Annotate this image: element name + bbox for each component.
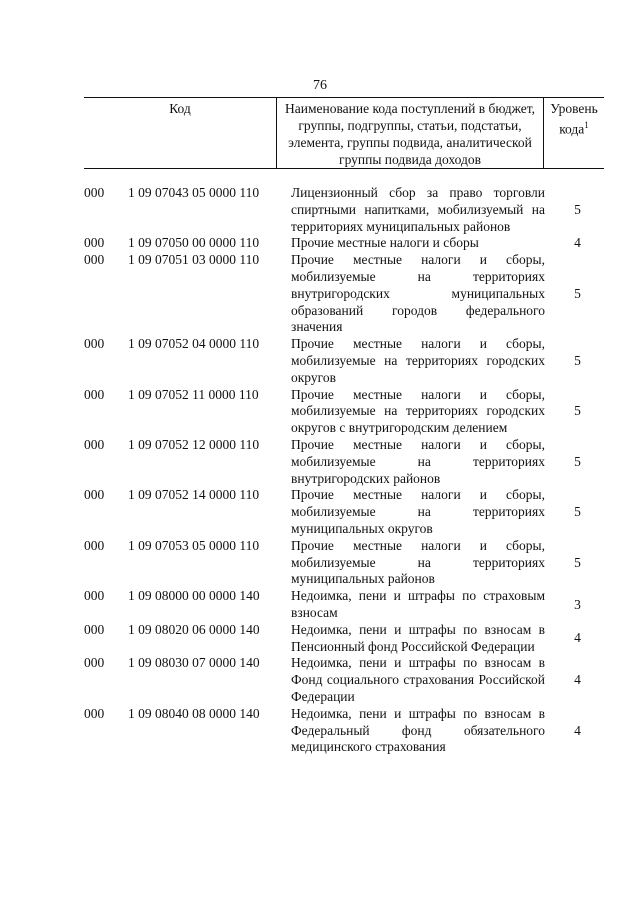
table-row [84, 588, 604, 622]
page-number: 76 [313, 78, 327, 93]
table-row [84, 185, 604, 235]
admin-code: 000 [84, 588, 105, 604]
table-row [84, 235, 604, 252]
income-code: 1 09 07052 04 0000 110 [128, 336, 260, 352]
admin-code: 000 [84, 252, 105, 268]
code-level: 5 [574, 201, 581, 217]
income-name: Недоимка, пени и штрафы по страховым взносам [291, 588, 545, 620]
code-level: 4 [574, 630, 581, 646]
header-name: Наименование кода поступлений в бюджет, группы, подгруппы, статьи, подстатьи, элемента, группы подвида, аналитической группы подвида доходов [276, 98, 544, 168]
table-row [84, 387, 604, 437]
admin-code: 000 [84, 487, 105, 503]
admin-code: 000 [84, 386, 105, 402]
code-level: 5 [574, 504, 581, 520]
income-code: 1 09 07053 05 0000 110 [128, 537, 260, 553]
admin-code: 000 [84, 235, 105, 251]
income-code: 1 09 07050 00 0000 110 [128, 235, 260, 251]
income-code: 1 09 07052 11 0000 110 [128, 386, 259, 402]
admin-code: 000 [84, 436, 105, 452]
code-level: 4 [574, 722, 581, 738]
income-code: 1 09 08040 08 0000 140 [128, 705, 260, 721]
code-level: 5 [574, 554, 581, 570]
admin-code: 000 [84, 185, 105, 200]
code-level: 5 [574, 403, 581, 419]
table-row [84, 437, 604, 487]
code-level: 5 [574, 285, 581, 301]
code-level: 3 [574, 596, 581, 612]
code-level: 5 [574, 352, 581, 368]
income-name: Лицензионный сбор за право торговли спиртными напитками, мобилизуемый на территориях муниципальных районов [291, 185, 545, 234]
footnote-marker: 1 [584, 120, 589, 130]
code-level: 4 [574, 672, 581, 688]
table-row [84, 538, 604, 588]
table-row [84, 336, 604, 386]
table-row [84, 655, 604, 705]
income-code: 1 09 08020 06 0000 140 [128, 621, 260, 637]
income-name: Недоимка, пени и штрафы по взносам в Федеральный фонд обязательного медицинского страхования [291, 705, 545, 755]
table-body [84, 185, 604, 756]
admin-code: 000 [84, 537, 105, 553]
admin-code: 000 [84, 621, 105, 637]
table-row [84, 706, 604, 756]
income-name: Прочие местные налоги и сборы, мобилизуемые на территориях внутригородских муниципальных образований городов федерального значения [291, 252, 545, 335]
income-code: 1 09 07051 03 0000 110 [128, 252, 260, 268]
income-code: 1 09 07052 12 0000 110 [128, 436, 260, 452]
income-name: Прочие местные налоги и сборы, мобилизуемые на территориях муниципальных округов [291, 487, 545, 536]
income-code: 1 09 07052 14 0000 110 [128, 487, 260, 503]
header-code: Код [169, 101, 191, 116]
income-name: Прочие местные налоги и сборы, мобилизуемые на территориях городских округов [291, 336, 545, 385]
income-code: 1 09 08000 00 0000 140 [128, 588, 260, 604]
table-header [84, 97, 604, 169]
income-code: 1 09 07043 05 0000 110 [128, 185, 260, 200]
income-name: Прочие местные налоги и сборы, мобилизуемые на территориях муниципальных районов [291, 537, 545, 587]
income-name: Прочие местные налоги и сборы, мобилизуемые на территориях внутригородских районов [291, 436, 545, 486]
income-name: Прочие местные налоги и сборы [291, 235, 479, 251]
admin-code: 000 [84, 336, 105, 352]
income-name: Прочие местные налоги и сборы, мобилизуемые на территориях городских округов с внутригородским делением [291, 386, 545, 436]
header-level-label: Уровень кода [550, 101, 598, 137]
header-level [544, 98, 604, 170]
income-code: 1 09 08030 07 0000 140 [128, 655, 260, 671]
admin-code: 000 [84, 705, 105, 721]
table-row [84, 487, 604, 537]
admin-code: 000 [84, 655, 105, 671]
income-name: Недоимка, пени и штрафы по взносам в Пенсионный фонд Российской Федерации [291, 621, 545, 654]
table-row [84, 252, 604, 336]
code-level: 5 [574, 453, 581, 469]
income-name: Недоимка, пени и штрафы по взносам в Фонд социального страхования Российской Федерации [291, 655, 545, 704]
table-row [84, 622, 604, 656]
code-level: 4 [574, 235, 581, 251]
